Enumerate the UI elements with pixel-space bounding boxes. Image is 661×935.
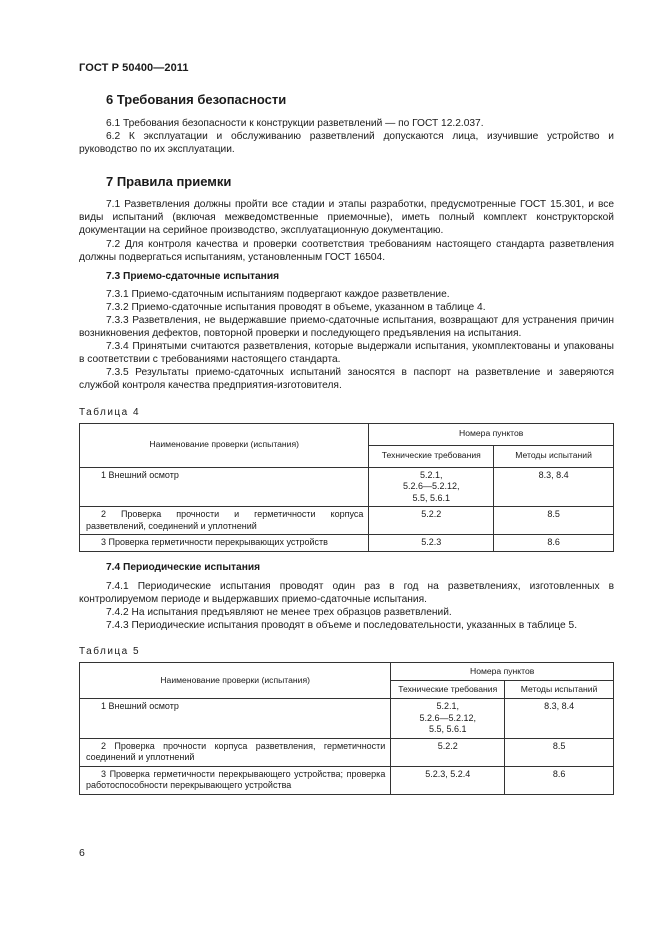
table-row [80,467,614,507]
paragraph-7-2: 7.2 Для контроля качества и проверки соответствия требованиям настоящего стандарта разветвления должны подвергаться испытаниям, установленным ГОСТ 16504. [79,238,614,263]
table-5-row-1-methods: 8.3, 8.4 [505,699,614,739]
table-4-row-2-methods: 8.5 [494,507,614,535]
table-5-row-2-name: 2 Проверка прочности корпуса разветвления, герметичности соединений и уплотнений [80,738,391,766]
table-4-row-1-tech-line-3: 5.5, 5.6.1 [412,492,451,503]
table-row [80,699,614,739]
table-4-header-tech: Технические требования [369,445,494,467]
subsection-7-3-title: 7.3 Приемо-сдаточные испытания [106,270,280,282]
table-5-row-1-tech-line-1: 5.2.1, [436,701,459,712]
table-5-row-2-tech: 5.2.2 [391,738,505,766]
table-4-row-3-methods: 8.6 [494,535,614,552]
table-row [80,535,614,552]
table-4-header-methods: Методы испытаний [494,445,614,467]
table-5-row-1-name: 1 Внешний осмотр [80,699,391,739]
table-4-row-1-tech-line-1: 5.2.1, [420,469,443,480]
table-row [80,738,614,766]
table-5-row-1-tech-line-3: 5.5, 5.6.1 [428,724,467,735]
table-row [80,766,614,794]
table-5-row-3-name: 3 Проверка герметичности перекрывающего устройства; проверка работоспособности перекрывающего устройства [80,766,391,794]
table-5-row-1-tech [391,699,505,739]
table-row [80,507,614,535]
table-5-header-methods: Методы испытаний [505,681,614,699]
table-5-header-name: Наименование проверки (испытания) [80,663,391,699]
table-5 [79,662,614,795]
section-6-title: 6 Требования безопасности [106,92,287,107]
table-4-row-3-tech: 5.2.3 [369,535,494,552]
document-header: ГОСТ Р 50400—2011 [79,62,189,74]
section-7-title: 7 Правила приемки [106,174,232,190]
table-5-row-2-methods: 8.5 [505,738,614,766]
table-4-row-1-methods: 8.3, 8.4 [494,467,614,507]
table-4 [79,423,614,552]
table-4-row-2-tech: 5.2.2 [369,507,494,535]
paragraph-6-2: 6.2 К эксплуатации и обслуживанию разветвлений допускаются лица, изучившие устройство и руководство по их эксплуатации. [79,131,614,156]
paragraph-7-4-2: 7.4.2 На испытания предъявляют не менее трех образцов разветвлений. [106,606,452,618]
table-4-row-1-tech [369,467,494,507]
paragraph-7-4-1: 7.4.1 Периодические испытания проводят один раз в год на разветвлениях, изготовленных в контролируемом периоде и выдержавших приемо-сдаточные испытания. [79,580,614,605]
paragraph-6-1: 6.1 Требования безопасности к конструкции разветвлений — по ГОСТ 12.2.037. [106,118,484,129]
table-4-header-group: Номера пунктов [369,423,614,445]
table-4-row-3-name: 3 Проверка герметичности перекрывающих устройств [80,535,369,552]
table-4-caption: Таблица 4 [79,406,141,418]
table-5-row-3-methods: 8.6 [505,766,614,794]
paragraph-7-3-1: 7.3.1 Приемо-сдаточным испытаниям подвергают каждое разветвление. [106,288,450,300]
table-5-caption: Таблица 5 [79,645,141,657]
paragraph-7-1: 7.1 Разветвления должны пройти все стадии и этапы разработки, предусмотренные ГОСТ 15.301, и все виды испытаний (включая межведомственные приемочные), иметь полный комплект конструкторской документации на серийное производство, эксплуатационную документацию. [79,199,614,237]
table-4-row-1-tech-line-2: 5.2.6—5.2.12, [403,481,460,492]
table-5-header-tech: Технические требования [391,681,505,699]
paragraph-7-3-5: 7.3.5 Результаты приемо-сдаточных испытаний заносятся в паспорт на разветвление и заверяются службой контроля качества предприятия-изготовителя. [79,367,614,392]
document-body [79,92,614,795]
paragraph-7-3-4: 7.3.4 Принятыми считаются разветвления, которые выдержали испытания, укомплектованы и упакованы в соответствии с требованиями настоящего стандарта. [79,341,614,366]
paragraph-7-3-3: 7.3.3 Разветвления, не выдержавшие приемо-сдаточные испытания, возвращают для устранения причин возникновения дефектов, повторной проверки и последующего предъявления на испытания. [79,314,614,340]
table-5-header-group: Номера пунктов [391,663,614,681]
table-4-row-2-name: 2 Проверка прочности и герметичности корпуса разветвлений, соединений и уплотнений [80,507,369,535]
table-5-row-3-tech: 5.2.3, 5.2.4 [391,766,505,794]
table-4-header-name: Наименование проверки (испытания) [80,423,369,467]
table-5-row-1-tech-line-2: 5.2.6—5.2.12, [419,712,477,723]
table-4-row-1-name: 1 Внешний осмотр [80,467,369,507]
paragraph-7-4-3: 7.4.3 Периодические испытания проводят в объеме и последовательности, указанных в таблице 5. [106,619,578,631]
page-number: 6 [79,847,85,859]
subsection-7-4-title: 7.4 Периодические испытания [106,561,261,573]
paragraph-7-3-2: 7.3.2 Приемо-сдаточные испытания проводят в объеме, указанном в таблице 4. [106,301,486,313]
